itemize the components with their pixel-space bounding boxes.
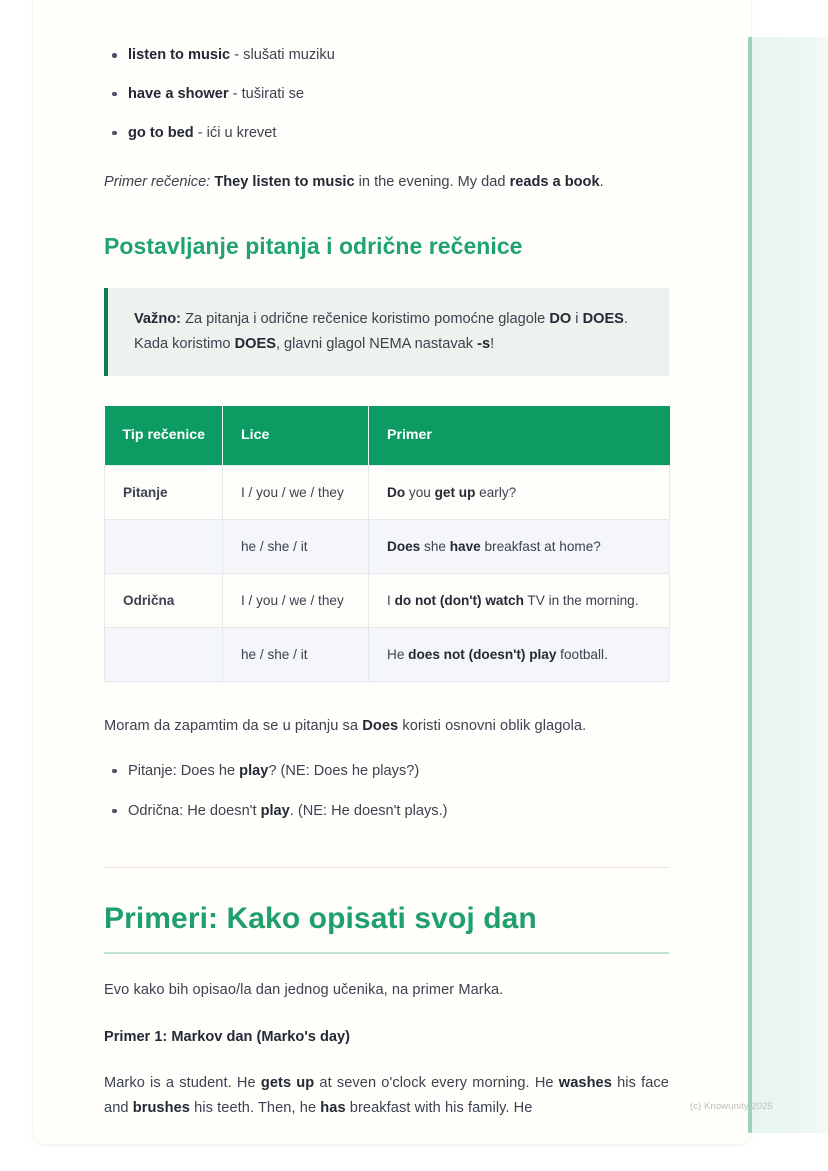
example-subtitle: Primer 1: Markov dan (Marko's day) <box>104 1029 350 1046</box>
section-heading: Postavljanje pitanja i odrične rečenice <box>104 233 523 260</box>
vocab-translation: tuširati se <box>241 85 305 102</box>
note-item-text-1: Odrična: He doesn't <box>128 802 261 819</box>
example-text-2: early? <box>475 485 517 501</box>
example-text-1: I <box>387 593 395 609</box>
examples-intro: Evo kako bih opisao/la dan jednog učenika, na primer Marka. <box>104 981 504 998</box>
important-callout <box>104 288 669 376</box>
story-bold-1: gets up <box>260 1075 315 1092</box>
section-divider <box>104 867 669 868</box>
document-card <box>33 0 751 1144</box>
table-cell-person: I / you / we / they <box>223 466 369 520</box>
example-story <box>104 1071 669 1121</box>
table-header-cell: Lice <box>223 406 369 465</box>
callout-text-5: ! <box>490 336 495 353</box>
table-row <box>105 466 670 520</box>
callout-bold-2: DOES <box>582 311 624 328</box>
vocab-separator: - <box>230 47 244 63</box>
example-sentence-label: Primer rečenice: <box>104 173 211 190</box>
note-item-text-2: ? (NE: Does he plays?) <box>268 762 420 779</box>
story-text-3: his face and <box>104 1075 669 1117</box>
callout-text-1: Za pitanja i odrične rečenice koristimo pomoćne glagole <box>181 311 550 328</box>
vocab-term: go to bed <box>128 124 194 141</box>
table-row <box>105 574 670 628</box>
example-text-1: you <box>405 485 435 501</box>
table-cell-person: he / she / it <box>223 628 369 682</box>
story-text-4: his teeth. Then, he <box>190 1100 321 1117</box>
vocab-separator: - <box>228 85 242 102</box>
callout-text <box>134 307 647 357</box>
list-item <box>104 84 669 106</box>
table-cell-type: Pitanje <box>105 466 223 520</box>
story-text-5: breakfast with his family. He <box>345 1100 533 1117</box>
example-sentence-text-1: in the evening. My dad <box>354 173 510 190</box>
note-item-bold: play <box>260 802 290 819</box>
example-text-2: breakfast at home? <box>480 539 601 555</box>
table-cell-example <box>369 574 670 628</box>
table-cell-type <box>105 628 223 682</box>
callout-text-2: i <box>571 311 583 328</box>
vocab-separator: - <box>193 124 207 141</box>
example-text-2: football. <box>556 647 608 663</box>
table-cell-example <box>369 628 670 682</box>
table-cell-person: he / she / it <box>223 520 369 574</box>
callout-text-3: . Kada koristimo <box>134 311 628 353</box>
example-sentence-bold-2: reads a book <box>509 173 600 190</box>
example-sentence-text-2: . <box>599 173 604 190</box>
table-header-row <box>105 406 670 465</box>
page-title: Primeri: Kako opisati svoj dan <box>104 902 669 954</box>
vocab-translation: slušati muziku <box>243 47 335 63</box>
example-sentence <box>104 171 669 194</box>
table-cell-type: Odrična <box>105 574 223 628</box>
list-item <box>104 45 669 67</box>
table-cell-example <box>369 520 670 574</box>
callout-text-4: , glavni glagol NEMA nastavak <box>275 336 478 353</box>
table-cell-person: I / you / we / they <box>223 574 369 628</box>
grammar-table <box>104 406 670 682</box>
callout-label: Važno: <box>134 311 182 328</box>
example-bold-2: does not (doesn't) play <box>408 647 557 663</box>
table-header-cell: Primer <box>369 406 670 465</box>
callout-bold-4: -s <box>477 336 491 353</box>
callout-bold-3: DOES <box>234 336 276 353</box>
callout-bold-1: DO <box>549 311 572 328</box>
example-bold-2: do not (don't) watch <box>394 593 524 609</box>
story-bold-2: washes <box>558 1075 612 1092</box>
table-cell-example <box>369 466 670 520</box>
example-text-1: He <box>387 647 409 663</box>
example-bold-2: have <box>449 539 481 555</box>
vocab-term: listen to music <box>128 47 231 63</box>
example-sentence-bold-1: They listen to music <box>214 173 355 190</box>
note-item-bold: play <box>239 762 269 779</box>
document-content <box>104 0 669 1136</box>
vocab-translation: ići u krevet <box>206 124 277 141</box>
example-text-1: she <box>420 539 450 555</box>
example-bold-2: get up <box>434 485 476 501</box>
list-item <box>104 123 669 145</box>
note-list <box>104 761 669 823</box>
vocabulary-list <box>104 45 669 145</box>
table-header-cell: Tip rečenice <box>105 406 223 465</box>
story-text-1: Marko is a student. He <box>104 1075 261 1092</box>
note-text-1: Moram da zapamtim da se u pitanju sa <box>104 718 363 735</box>
list-item <box>104 761 669 783</box>
side-panel <box>748 37 828 1133</box>
note-bold-1: Does <box>362 718 399 735</box>
table-row <box>105 628 670 682</box>
note-text-2: koristi osnovni oblik glagola. <box>398 718 587 735</box>
note-item-text-2: . (NE: He doesn't plays.) <box>289 802 448 819</box>
story-text-2: at seven o'clock every morning. He <box>314 1075 559 1092</box>
list-item <box>104 801 669 823</box>
side-panel-accent-border <box>748 37 752 1133</box>
story-bold-3: brushes <box>132 1100 190 1117</box>
example-bold-1: Does <box>387 539 421 555</box>
table-row <box>105 520 670 574</box>
watermark: (c) Knowunity 2025 <box>690 1101 774 1112</box>
example-bold-1: Do <box>387 485 406 501</box>
vocab-term: have a shower <box>128 85 229 102</box>
note-paragraph <box>104 715 669 739</box>
example-text-2: TV in the morning. <box>523 593 639 609</box>
note-item-text-1: Pitanje: Does he <box>128 762 240 779</box>
story-bold-4: has <box>320 1100 346 1117</box>
table-cell-type <box>105 520 223 574</box>
